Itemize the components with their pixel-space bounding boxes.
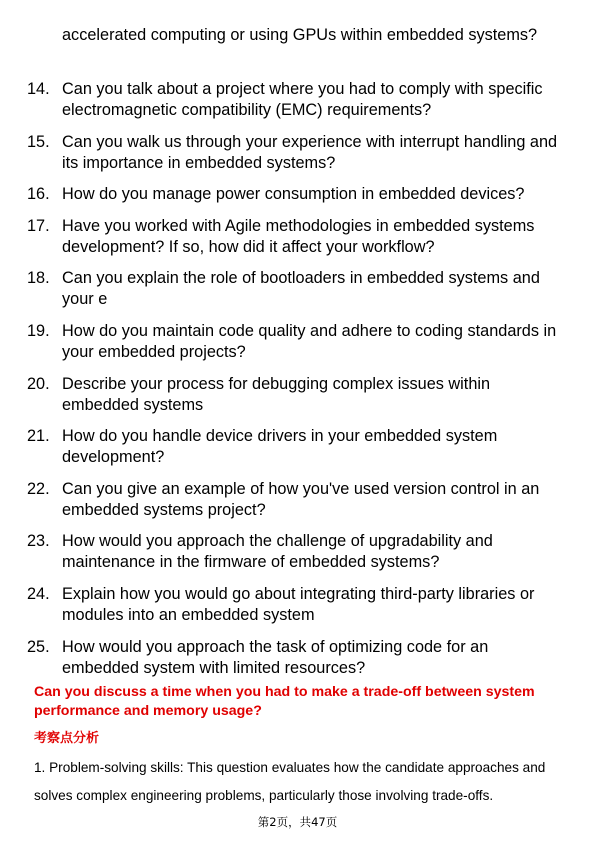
- question-text: Explain how you would go about integrating third-party libraries or modules into an embedded system: [62, 584, 535, 624]
- list-item: [0, 184, 595, 205]
- question-number: 15.: [27, 132, 50, 151]
- question-number: 14.: [27, 80, 50, 98]
- question-text: How do you handle device drivers in your embedded system development?: [62, 427, 498, 467]
- question-text: Can you give an example of how you've used version control in an embedded systems project?: [62, 479, 540, 519]
- question-number: 25.: [27, 637, 50, 656]
- question-number: 18.: [27, 269, 50, 288]
- question-text: Describe your process for debugging complex issues within embedded systems: [62, 374, 491, 414]
- question-text: Can you talk about a project where you had to comply with specific electromagnetic compatibility (EMC) requirements?: [62, 80, 543, 119]
- list-item: [0, 584, 595, 626]
- question-continuation: accelerated computing or using GPUs within embedded systems?: [62, 26, 538, 44]
- question-text: Have you worked with Agile methodologies in embedded systems development? If so, how did it affect your workflow?: [62, 216, 535, 256]
- question-number: 24.: [27, 584, 50, 603]
- question-number: 23.: [27, 532, 50, 551]
- question-number: 19.: [27, 321, 50, 340]
- list-item: [0, 132, 595, 174]
- question-number: 22.: [27, 479, 50, 498]
- section-label: 考察点分析: [34, 731, 100, 746]
- question-number: 21.: [27, 427, 50, 446]
- list-item: [0, 79, 595, 121]
- question-text: How would you approach the task of optimizing code for an embedded system with limited resources?: [62, 637, 489, 677]
- page-footer: 第2页，共47页: [257, 815, 338, 829]
- question-text: How do you manage power consumption in embedded devices?: [62, 185, 525, 204]
- question-text: Can you explain the role of bootloaders in embedded systems and your e: [62, 269, 540, 309]
- question-number: 17.: [27, 216, 50, 235]
- question-number: 20.: [27, 374, 50, 393]
- list-item: [0, 531, 595, 573]
- question-text: How do you maintain code quality and adhere to coding standards in your embedded projects?: [62, 321, 557, 361]
- list-item: [0, 216, 595, 258]
- list-item: [0, 479, 595, 521]
- featured-question: Can you discuss a time when you had to make a trade-off between system performance and memory usage?: [34, 684, 535, 719]
- list-item: [0, 637, 595, 679]
- question-list: [0, 79, 595, 689]
- list-item: [0, 374, 595, 416]
- list-item: [0, 426, 595, 468]
- question-text: How would you approach the challenge of upgradability and maintenance in the firmware of embedded systems?: [62, 532, 493, 572]
- analysis-text: 1. Problem-solving skills: This question evaluates how the candidate approaches and solves complex engineering problems, particularly those involving trade-offs.: [34, 760, 546, 803]
- question-number: 16.: [27, 185, 50, 204]
- question-text: Can you walk us through your experience with interrupt handling and its importance in embedded systems?: [62, 132, 558, 172]
- list-item: [0, 321, 595, 363]
- list-item: [0, 268, 595, 310]
